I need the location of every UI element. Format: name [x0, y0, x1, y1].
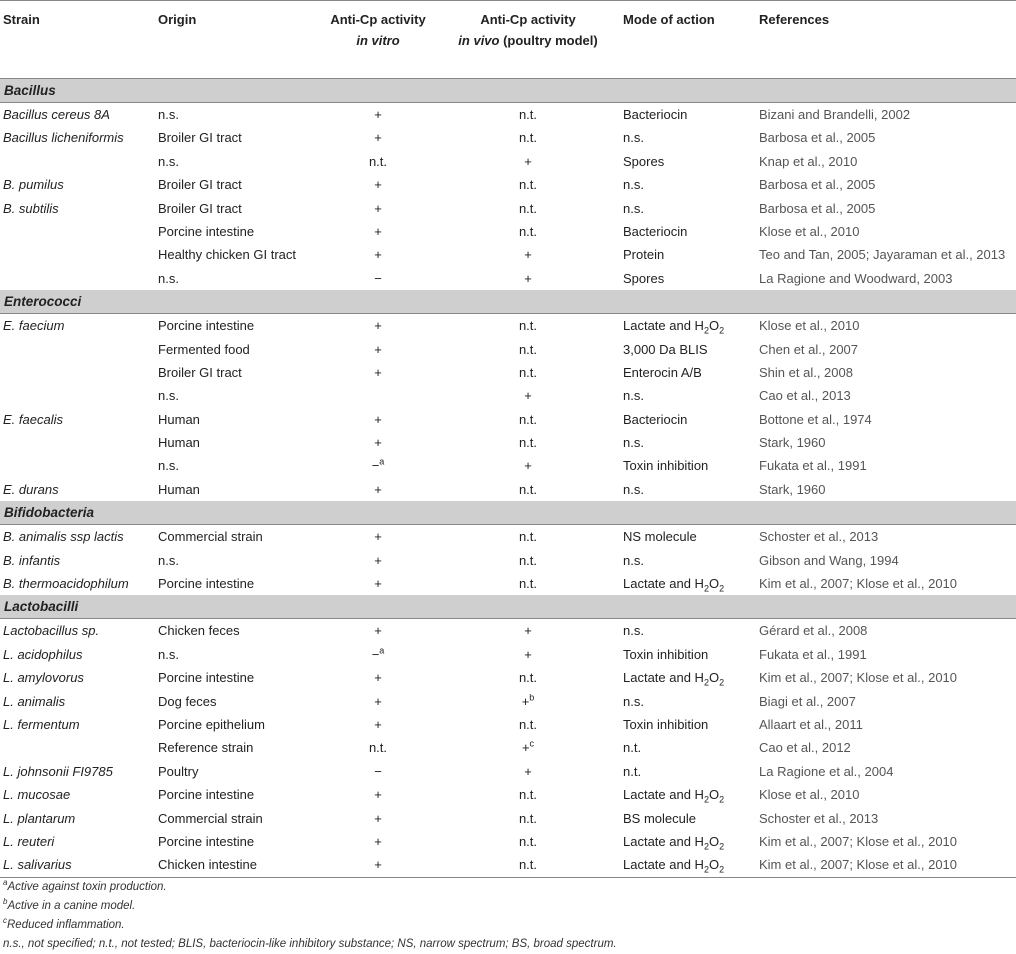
origin-cell: Porcine intestine [158, 576, 255, 592]
invitro-cell: + [374, 623, 382, 639]
strain-cell: B. subtilis [3, 200, 59, 216]
mode-cell: Bacteriocin [623, 223, 688, 239]
origin-cell: Porcine intestine [158, 670, 255, 686]
strain-cell: L. johnsonii FI9785 [3, 763, 113, 779]
mode-cell: Toxin inhibition [623, 458, 709, 474]
table-row [0, 549, 1016, 572]
invitro-cell: + [374, 810, 382, 826]
invivo-cell: n.t. [518, 857, 538, 873]
origin-cell: Broiler GI tract [158, 364, 242, 380]
origin-cell: n.s. [158, 153, 179, 169]
strain-cell: L. mucosae [3, 787, 71, 803]
strain-cell: L. salivarius [3, 857, 72, 873]
table-row [0, 314, 1016, 337]
strain-cell: L. acidophilus [3, 646, 83, 662]
reference-cell: Fukata et al., 1991 [759, 646, 867, 662]
table-row [0, 525, 1016, 548]
table-row [0, 338, 1016, 361]
invivo-cell: + [524, 388, 532, 404]
strain-cell: Lactobacillus sp. [3, 623, 100, 639]
header-invitro-line2: in vitro [356, 33, 400, 48]
table-body [0, 79, 1016, 878]
table-row [0, 713, 1016, 736]
strain-cell: B. infantis [3, 552, 61, 568]
reference-cell: Klose et al., 2010 [759, 318, 860, 334]
invivo-cell: n.t. [518, 833, 538, 849]
invivo-cell: n.t. [518, 341, 538, 357]
reference-cell: Kim et al., 2007; Klose et al., 2010 [759, 670, 958, 686]
mode-cell: n.s. [623, 177, 644, 193]
table-row [0, 736, 1016, 759]
reference-cell: Shin et al., 2008 [759, 364, 853, 380]
reference-cell: Klose et al., 2010 [759, 223, 860, 239]
strain-cell: B. thermoacidophilum [3, 576, 129, 592]
invitro-cell: − [374, 270, 382, 286]
reference-cell: Stark, 1960 [759, 481, 826, 497]
header-invivo [449, 9, 607, 51]
table-row [0, 126, 1016, 149]
invitro-cell: n.t. [368, 153, 388, 169]
origin-cell: Broiler GI tract [158, 130, 242, 146]
invitro-cell: + [374, 693, 382, 709]
reference-cell: Allaart et al., 2011 [759, 716, 863, 732]
origin-cell: Commercial strain [158, 810, 263, 826]
table-row [0, 243, 1016, 266]
mode-cell: n.s. [623, 693, 644, 709]
header-invitro-line1: Anti-Cp activity [330, 12, 426, 27]
origin-cell: n.s. [158, 107, 179, 122]
invivo-cell: n.t. [518, 787, 538, 803]
invivo-cell: n.t. [518, 177, 538, 193]
table-row [0, 760, 1016, 783]
origin-cell: Human [158, 481, 200, 497]
invitro-cell: − [374, 763, 382, 779]
header-invivo-line1: Anti-Cp activity [480, 12, 576, 27]
origin-cell: n.s. [158, 646, 179, 662]
origin-cell: n.s. [158, 388, 179, 404]
invivo-cell: n.t. [518, 435, 538, 451]
reference-cell: Barbosa et al., 2005 [759, 130, 876, 146]
table-row [0, 408, 1016, 431]
reference-cell: Cao et al., 2012 [759, 740, 851, 756]
invitro-cell: + [374, 787, 382, 803]
mode-cell: Lactate and $H_2O_2$ [623, 833, 725, 852]
mode-cell: Lactate and $H_2O_2$ [623, 787, 725, 805]
reference-cell: Kim et al., 2007; Klose et al., 2010 [759, 576, 958, 592]
footnote-a: $^a$Active against toxin production. [3, 878, 167, 893]
invitro-cell: + [374, 364, 382, 380]
reference-cell: Schoster et al., 2013 [759, 529, 879, 545]
section-header: Enterococci [0, 290, 1016, 314]
origin-cell: Human [158, 435, 200, 451]
table-header [0, 0, 1016, 79]
origin-cell: Chicken intestine [158, 857, 257, 873]
reference-cell: Fukata et al., 1991 [759, 458, 867, 474]
mode-cell: Lactate and $H_2O_2$ [623, 576, 725, 594]
table-row [0, 267, 1016, 290]
mode-cell: Protein [623, 247, 665, 263]
table-row [0, 478, 1016, 501]
invivo-cell: n.t. [518, 200, 538, 216]
invitro-cell: −$^a$ [371, 645, 385, 662]
mode-cell: Spores [623, 270, 665, 286]
origin-cell: Porcine intestine [158, 318, 255, 334]
mode-cell: BS molecule [623, 810, 696, 826]
table-row [0, 454, 1016, 477]
invitro-cell: + [374, 341, 382, 357]
mode-cell: n.t. [623, 740, 642, 756]
invivo-cell: + [524, 270, 532, 286]
table-row [0, 666, 1016, 689]
reference-cell: La Ragione and Woodward, 2003 [759, 270, 953, 286]
reference-cell: La Ragione et al., 2004 [759, 763, 894, 779]
origin-cell: Porcine intestine [158, 787, 255, 803]
invivo-cell: +$^c$ [521, 739, 535, 756]
strain-cell: E. faecium [3, 318, 65, 334]
table-row [0, 783, 1016, 806]
origin-cell: Commercial strain [158, 529, 263, 545]
reference-cell: Kim et al., 2007; Klose et al., 2010 [759, 857, 958, 873]
mode-cell: n.s. [623, 200, 644, 216]
strain-cell: E. faecalis [3, 411, 63, 427]
mode-cell: Spores [623, 153, 665, 169]
reference-cell: Biagi et al., 2007 [759, 693, 856, 709]
section-header: Lactobacilli [0, 595, 1016, 619]
strain-cell: E. durans [3, 481, 59, 497]
invitro-cell: n.t. [368, 740, 388, 756]
mode-cell: n.t. [623, 763, 642, 779]
footnote-b: $^b$Active in a canine model. [3, 897, 136, 912]
strain-cell: Bacillus cereus 8A [3, 107, 110, 122]
invitro-cell: −$^a$ [371, 457, 385, 474]
origin-cell: n.s. [158, 552, 179, 568]
origin-cell: Fermented food [158, 341, 250, 357]
reference-cell: Chen et al., 2007 [759, 341, 859, 357]
strain-cell: L. plantarum [3, 810, 76, 826]
invivo-cell: n.t. [518, 576, 538, 592]
table-row [0, 643, 1016, 666]
invivo-cell: + [524, 153, 532, 169]
mode-cell: Toxin inhibition [623, 716, 709, 732]
invitro-cell: + [374, 200, 382, 216]
origin-cell: Broiler GI tract [158, 177, 242, 193]
invitro-cell: + [374, 107, 382, 122]
mode-cell: NS molecule [623, 529, 697, 545]
header-strain: Strain [3, 12, 40, 27]
table-row [0, 690, 1016, 713]
reference-cell: Kim et al., 2007; Klose et al., 2010 [759, 833, 958, 849]
strain-cell: L. reuteri [3, 833, 55, 849]
invivo-cell: n.t. [518, 810, 538, 826]
reference-cell: Klose et al., 2010 [759, 787, 860, 803]
strain-cell: L. fermentum [3, 716, 80, 732]
invitro-cell: + [374, 576, 382, 592]
mode-cell: n.s. [623, 130, 644, 146]
reference-cell: Teo and Tan, 2005; Jayaraman et al., 2013 [759, 247, 1006, 263]
section-header: Bacillus [0, 79, 1016, 103]
origin-cell: Broiler GI tract [158, 200, 242, 216]
mode-cell: Toxin inhibition [623, 646, 709, 662]
header-references: References [759, 12, 830, 27]
table-row [0, 431, 1016, 454]
mode-cell: Lactate and $H_2O_2$ [623, 318, 725, 336]
invivo-cell: + [524, 458, 532, 474]
table-row [0, 619, 1016, 642]
mode-cell: n.s. [623, 435, 644, 451]
invivo-cell: + [524, 247, 532, 263]
invivo-cell: n.t. [518, 223, 538, 239]
table-row [0, 361, 1016, 384]
invitro-cell: + [374, 857, 382, 873]
strain-cell: L. amylovorus [3, 670, 84, 686]
origin-cell: Porcine intestine [158, 833, 255, 849]
table-row [0, 853, 1016, 877]
invivo-cell: n.t. [518, 670, 538, 686]
strain-cell: L. animalis [3, 693, 66, 709]
invivo-cell: n.t. [518, 552, 538, 568]
reference-cell: Bizani and Brandelli, 2002 [759, 107, 911, 122]
invitro-cell: + [374, 833, 382, 849]
origin-cell: n.s. [158, 458, 179, 474]
footnote-abbreviations: n.s., not specified; n.t., not tested; BLIS, bacteriocin-like inhibitory substance; NS, narrow spectrum; BS, broad spectrum. [3, 938, 617, 950]
invitro-cell: + [374, 716, 382, 732]
origin-cell: Human [158, 411, 200, 427]
origin-cell: Porcine epithelium [158, 716, 265, 732]
mode-cell: n.s. [623, 552, 644, 568]
mode-cell: Lactate and $H_2O_2$ [623, 670, 725, 688]
invivo-cell: +$^b$ [521, 692, 535, 709]
origin-cell: Healthy chicken GI tract [158, 247, 296, 263]
footnote-c: $^c$Reduced inflammation. [3, 916, 125, 931]
origin-cell: Poultry [158, 763, 199, 779]
reference-cell: Barbosa et al., 2005 [759, 177, 876, 193]
invivo-cell: n.t. [518, 130, 538, 146]
invitro-cell: + [374, 481, 382, 497]
invitro-cell: + [374, 223, 382, 239]
invivo-cell: + [524, 623, 532, 639]
mode-cell: Bacteriocin [623, 411, 688, 427]
mode-cell: Bacteriocin [623, 107, 688, 122]
mode-cell: n.s. [623, 388, 644, 404]
invitro-cell: + [374, 435, 382, 451]
invitro-cell: + [374, 529, 382, 545]
strain-cell: B. animalis ssp lactis [3, 529, 124, 545]
mode-cell: n.s. [623, 481, 644, 497]
header-invivo-line2: in vivo (poultry model) [458, 33, 598, 48]
table-row [0, 830, 1016, 853]
invivo-cell: n.t. [518, 411, 538, 427]
origin-cell: Porcine intestine [158, 223, 255, 239]
invitro-cell: + [374, 411, 382, 427]
section-header: Bifidobacteria [0, 501, 1016, 525]
invivo-cell: n.t. [518, 364, 538, 380]
reference-cell: Knap et al., 2010 [759, 153, 858, 169]
table-row [0, 807, 1016, 830]
header-mode: Mode of action [623, 12, 715, 27]
reference-cell: Schoster et al., 2013 [759, 810, 879, 826]
invitro-cell: + [374, 247, 382, 263]
mode-cell: Lactate and $H_2O_2$ [623, 857, 725, 875]
header-invitro [318, 9, 438, 51]
table-row [0, 572, 1016, 595]
reference-cell: Gérard et al., 2008 [759, 623, 868, 639]
mode-cell: Enterocin A/B [623, 364, 702, 380]
invitro-cell: + [374, 670, 382, 686]
reference-cell: Bottone et al., 1974 [759, 411, 872, 427]
origin-cell: Dog feces [158, 693, 217, 709]
invitro-cell: + [374, 318, 382, 334]
reference-cell: Barbosa et al., 2005 [759, 200, 876, 216]
invivo-cell: n.t. [518, 529, 538, 545]
header-origin: Origin [158, 12, 197, 27]
origin-cell: n.s. [158, 270, 179, 286]
reference-cell: Gibson and Wang, 1994 [759, 552, 899, 568]
invitro-cell: + [374, 552, 382, 568]
invitro-cell: + [374, 177, 382, 193]
reference-cell: Stark, 1960 [759, 435, 826, 451]
mode-cell: n.s. [623, 623, 644, 639]
origin-cell: Chicken feces [158, 623, 240, 639]
table-row [0, 384, 1016, 407]
reference-cell: Cao et al., 2013 [759, 388, 851, 404]
invivo-cell: n.t. [518, 481, 538, 497]
table-row [0, 173, 1016, 196]
origin-cell: Reference strain [158, 740, 254, 756]
strain-cell: B. pumilus [3, 177, 64, 193]
table-row [0, 220, 1016, 243]
invivo-cell: n.t. [518, 318, 538, 334]
table-row [0, 197, 1016, 220]
table-row [0, 103, 1016, 126]
invivo-cell: n.t. [518, 716, 538, 732]
mode-cell: 3,000 Da BLIS [623, 341, 708, 357]
invivo-cell: n.t. [518, 107, 538, 122]
strain-cell: Bacillus licheniformis [3, 130, 124, 146]
invivo-cell: + [524, 646, 532, 662]
invitro-cell: + [374, 130, 382, 146]
table-row [0, 150, 1016, 173]
invivo-cell: + [524, 763, 532, 779]
